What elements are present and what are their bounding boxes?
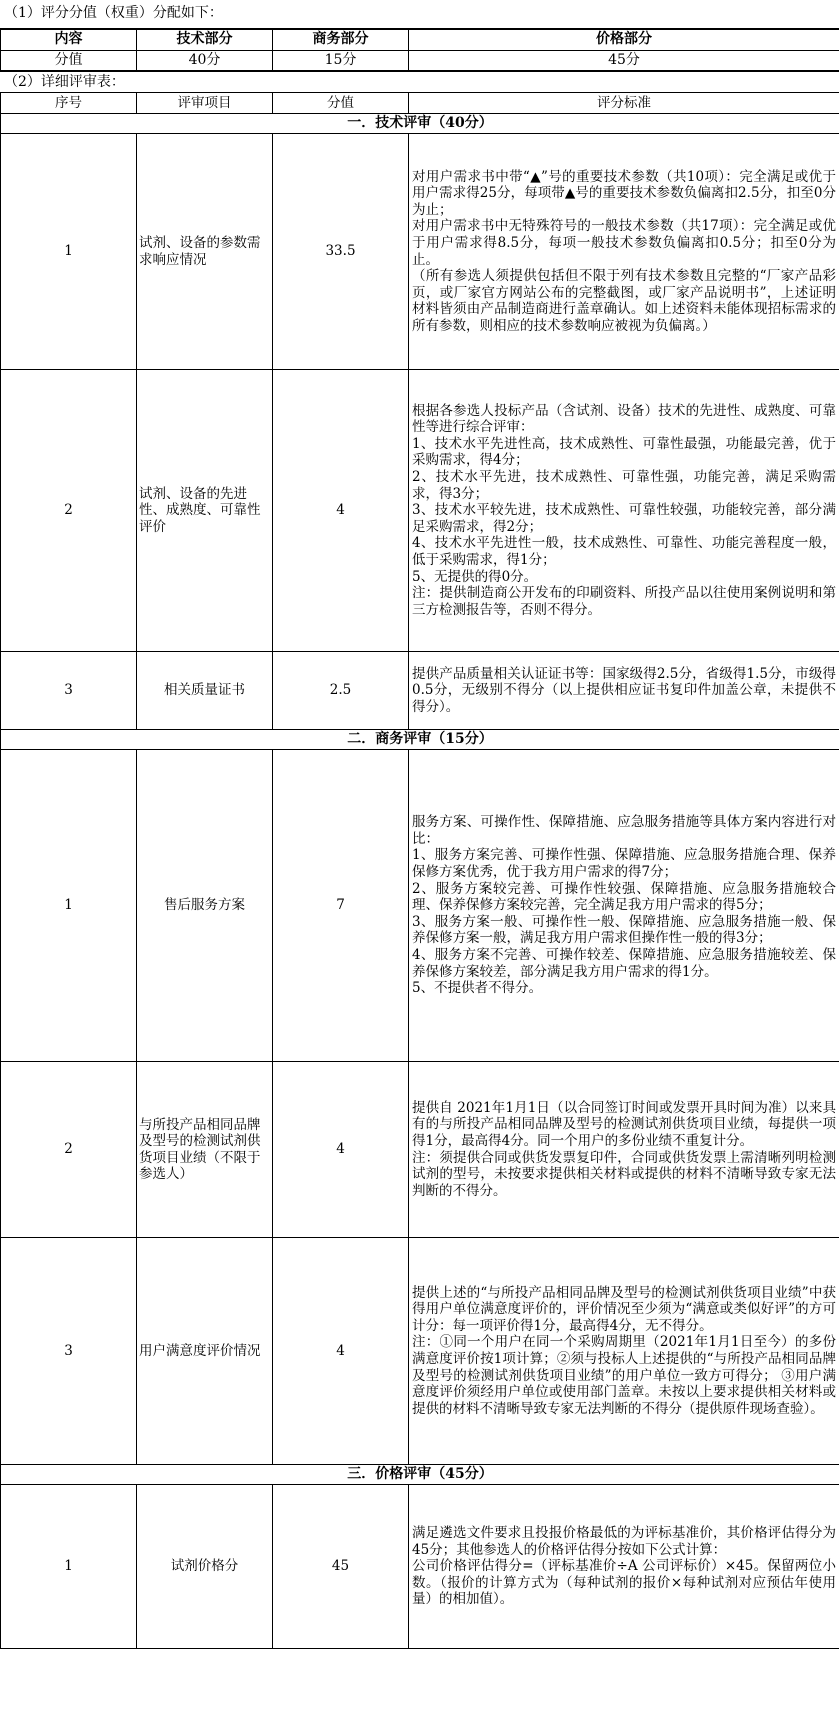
table-row [1,652,839,730]
row-score: 4 [273,1062,409,1238]
row-score: 4 [273,1238,409,1465]
row-item: 售后服务方案 [137,750,273,1062]
row-score: 7 [273,750,409,1062]
row-item: 试剂价格分 [137,1485,273,1649]
table-row [1,1062,839,1238]
criteria-line: 注：①同一个用户在同一个采购周期里（2021年1月1日至今）的多份满意度评价按1项计算；②须与投标人上述提供的“与所投产品相同品牌及型号的检测试剂供货项目业绩”的用户单位一致方可得分； ③用户满意度评价须经用户单位或使用部门盖章。未按以上要求提供相关材料或提供的材料不清晰导致专家无法判断的不得分（提供原件现场查验）。 [412,1334,836,1417]
row-criteria [409,1238,839,1465]
detail-caption: （2）详细评审表： [4,74,125,90]
criteria-line: 提供上述的“与所投产品相同品牌及型号的检测试剂供货项目业绩”中获得用户单位满意度评价的，评价情况至少须为“满意或类似好评”的方可计分：每一项评价得1分，最高得4分，无不得分。 [412,1284,836,1334]
row-number: 1 [1,134,137,370]
criteria-line: 3、技术水平较先进，技术成熟性、可靠性较强，功能较完善，部分满足采购需求，得2分； [412,502,836,535]
detail-header-row [1,93,839,114]
section-title: 三．价格评审（45分） [1,1465,839,1485]
criteria-line: 提供产品质量相关认证证书等：国家级得2.5分，省级得1.5分，市级得0.5分，无级别不得分（以上提供相应证书复印件加盖公章，未提供不得分）。 [412,665,836,715]
detail-header-cell: 序号 [1,93,137,114]
weight-value-cell: 分值 [1,50,137,71]
weight-value-cell: 45分 [409,50,839,71]
criteria-line: （所有参选人须提供包括但不限于列有技术参数且完整的“厂家产品彩页，或厂家官方网站公布的完整截图，或厂家产品说明书”，上述证明材料皆须由产品制造商进行盖章确认。如上述资料未能体现招标需求的所有参数，则相应的技术参数响应被视为负偏离。） [412,268,836,334]
criteria-line: 注：提供制造商公开发布的印刷资料、所投产品以往使用案例说明和第三方检测报告等，否则不得分。 [412,585,836,618]
criteria-line: 3、服务方案一般、可操作性一般、保障措施、应急服务措施一般、保养保修方案一般，满足我方用户需求但操作性一般的得3分； [412,913,836,947]
weight-header-row [1,29,839,50]
detail-table [0,92,839,1649]
criteria-line: 服务方案、可操作性、保障措施、应急服务措施等具体方案内容进行对比： [412,814,836,847]
row-score: 33.5 [273,134,409,370]
row-number: 1 [1,750,137,1062]
row-score: 2.5 [273,652,409,730]
criteria-line: 5、不提供者不得分。 [412,980,543,997]
row-item: 用户满意度评价情况 [137,1238,273,1465]
table-row [1,750,839,1062]
table-row [1,1485,839,1649]
weight-header-cell: 技术部分 [137,29,273,50]
criteria-line: 对用户需求书中带“▲”号的重要技术参数（共10项）：完全满足或优于用户需求得25分，每项带▲号的重要技术参数负偏离扣2.5分，扣至0分为止； [412,168,836,218]
row-criteria [409,1062,839,1238]
weight-header-cell: 商务部分 [273,29,409,50]
row-number: 2 [1,370,137,652]
criteria-line: 1、服务方案完善、可操作性强、保障措施、应急服务措施合理、保养保修方案优秀，优于我方用户需求的得7分； [412,847,836,881]
table-row [1,134,839,370]
criteria-line: 满足遴选文件要求且投报价格最低的为评标基准价，其价格评估得分为45分；其他参选人的价格评估得分按如下公式计算： [412,1525,836,1558]
criteria-line: 4、技术水平先进性一般，技术成熟性、可靠性、功能完善程度一般，低于采购需求，得1分； [412,535,836,568]
criteria-line: 对用户需求书中无特殊符号的一般技术参数（共17项）：完全满足或优于用户需求得8.5分，每项一般技术参数负偏离扣0.5分；扣至0分为止。 [412,218,836,268]
criteria-line: 4、服务方案不完善、可操作较差、保障措施、应急服务措施较差、保养保修方案较差，部分满足我方用户需求的得1分。 [412,946,836,980]
criteria-line: 注：须提供合同或供货发票复印件，合同或供货发票上需清晰列明检测试剂的型号，未按要求提供相关材料或提供的材料不清晰导致专家无法判断的不得分。 [412,1149,836,1199]
criteria-line: 5、无提供的得0分。 [412,568,538,585]
row-number: 1 [1,1485,137,1649]
weight-value-row [1,50,839,71]
weight-value-cell: 40分 [137,50,273,71]
row-criteria [409,1485,839,1649]
row-item: 与所投产品相同品牌及型号的检测试剂供货项目业绩（不限于参选人） [137,1062,273,1238]
criteria-line: 提供自 2021年1月1日（以合同签订时间或发票开具时间为准）以来具有的与所投产品相同品牌及型号的检测试剂供货项目业绩，每提供一项得1分，最高得4分。同一个用户的多份业绩不重复计分。 [412,1099,836,1149]
section-title: 二．商务评审（15分） [1,730,839,750]
detail-header-cell: 评审项目 [137,93,273,114]
weight-table [0,28,839,72]
section-title: 一．技术评审（40分） [1,114,839,134]
criteria-line: 根据各参选人投标产品（含试剂、设备）技术的先进性、成熟度、可靠性等进行综合评审： [412,402,836,436]
section-title-row [1,114,839,134]
criteria-line: 1、技术水平先进性高，技术成熟性、可靠性最强，功能最完善，优于采购需求，得4分； [412,435,836,469]
criteria-line: 2、技术水平先进，技术成熟性、可靠性强，功能完善，满足采购需求，得3分； [412,469,836,502]
weight-header-cell: 内容 [1,29,137,50]
row-item: 相关质量证书 [137,652,273,730]
row-item: 试剂、设备的先进性、成熟度、可靠性评价 [137,370,273,652]
row-score: 45 [273,1485,409,1649]
detail-header-cell: 分值 [273,93,409,114]
section-title-row [1,1465,839,1485]
row-item: 试剂、设备的参数需求响应情况 [137,134,273,370]
row-criteria [409,134,839,370]
row-criteria [409,652,839,730]
criteria-line: 公司价格评估得分=（评标基准价÷A 公司评标价）×45。保留两位小数。（报价的计算方式为（每种试剂的报价×每种试剂对应预估年使用量）的相加值）。 [412,1558,836,1608]
table-row [1,370,839,652]
weight-header-cell: 价格部分 [409,29,839,50]
weight-caption: （1）评分分值（权重）分配如下： [4,5,223,21]
detail-header-cell: 评分标准 [409,93,839,114]
criteria-line: 2、服务方案较完善、可操作性较强、保障措施、应急服务措施较合理、保养保修方案较完善，完全满足我方用户需求的得5分； [412,880,836,914]
row-number: 3 [1,1238,137,1465]
table-row [1,1238,839,1465]
row-number: 3 [1,652,137,730]
section-title-row [1,730,839,750]
row-score: 4 [273,370,409,652]
row-criteria [409,750,839,1062]
row-criteria [409,370,839,652]
row-number: 2 [1,1062,137,1238]
weight-value-cell: 15分 [273,50,409,71]
